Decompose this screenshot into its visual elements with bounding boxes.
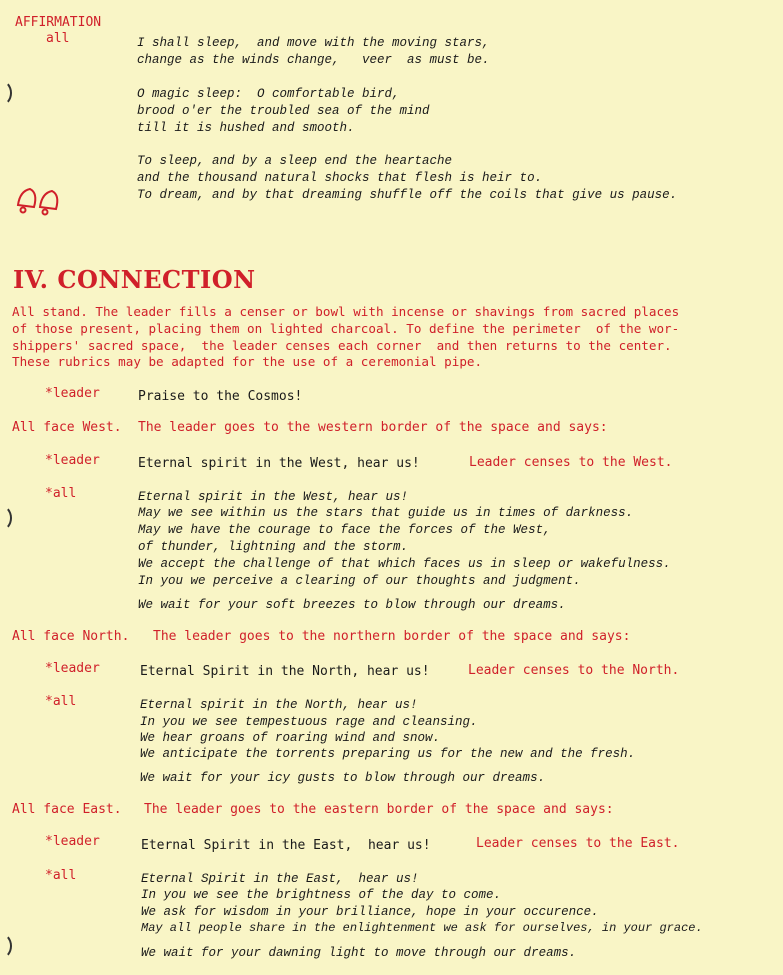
affirmation-line: To sleep, and by a sleep end the heartache xyxy=(137,154,453,168)
west-leader-text: Eternal spirit in the West, hear us! xyxy=(138,456,420,471)
north-all-line: Eternal spirit in the North, hear us! xyxy=(140,698,418,712)
east-leader-action: Leader censes to the East. xyxy=(476,836,680,851)
punch-hole-top xyxy=(0,80,12,106)
affirmation-line: O magic sleep: O comfortable bird, xyxy=(137,87,400,101)
north-closing: We wait for your icy gusts to blow through our dreams. xyxy=(140,771,546,785)
west-closing: We wait for your soft breezes to blow through our dreams. xyxy=(138,598,566,612)
affirmation-line: To dream, and by that dreaming shuffle off the coils that give us pause. xyxy=(137,188,678,202)
affirmation-line: change as the winds change, veer as must be. xyxy=(137,53,490,67)
affirmation-label: AFFIRMATION xyxy=(15,15,102,30)
rubric-line: shippers' sacred space, the leader censes each corner and then returns to the center. xyxy=(12,338,672,353)
bells-icon xyxy=(14,183,64,217)
west-all-line: Eternal spirit in the West, hear us! xyxy=(138,490,409,504)
speaker-leader: *leader xyxy=(45,661,100,676)
section-heading: IV. CONNECTION xyxy=(13,265,256,294)
direction-west: All face West. xyxy=(12,420,122,435)
affirmation-speaker: all xyxy=(46,31,70,46)
direction-north: All face North. xyxy=(12,629,130,644)
speaker-all: *all xyxy=(45,694,77,709)
rubric-line: of those present, placing them on lighted charcoal. To define the perimeter of the wor- xyxy=(12,321,680,336)
east-all-line: We ask for wisdom in your brilliance, hope in your occurence. xyxy=(141,905,599,919)
west-leader-action: Leader censes to the West. xyxy=(469,455,673,470)
punch-hole-middle xyxy=(0,505,12,531)
affirmation-line: and the thousand natural shocks that flesh is heir to. xyxy=(137,171,543,185)
north-leader-text: Eternal Spirit in the North, hear us! xyxy=(140,664,430,679)
north-all-line: We anticipate the torrents preparing us for the new and the fresh. xyxy=(140,747,636,761)
west-all-line: We accept the challenge of that which faces us in sleep or wakefulness. xyxy=(138,557,671,571)
west-instruction: The leader goes to the western border of the space and says: xyxy=(138,420,608,435)
direction-east: All face East. xyxy=(12,802,122,817)
speaker-all: *all xyxy=(45,868,77,883)
east-all-line: May all people share in the enlightenment we ask for ourselves, in your grace. xyxy=(141,921,703,935)
west-all-line: May we see within us the stars that guide us in times of darkness. xyxy=(138,506,634,520)
speaker-leader: *leader xyxy=(45,386,100,401)
west-all-line: In you we perceive a clearing of our thoughts and judgment. xyxy=(138,574,581,588)
east-all-line: Eternal Spirit in the East, hear us! xyxy=(141,872,419,886)
speaker-all: *all xyxy=(45,486,77,501)
affirmation-line: till it is hushed and smooth. xyxy=(137,121,355,135)
north-all-line: In you we see tempestuous rage and cleansing. xyxy=(140,715,478,729)
affirmation-line: I shall sleep, and move with the moving stars, xyxy=(137,36,490,50)
speaker-leader: *leader xyxy=(45,453,100,468)
east-instruction: The leader goes to the eastern border of the space and says: xyxy=(144,802,614,817)
north-instruction: The leader goes to the northern border of the space and says: xyxy=(153,629,631,644)
praise-text: Praise to the Cosmos! xyxy=(138,389,303,404)
rubric-line: These rubrics may be adapted for the use of a ceremonial pipe. xyxy=(12,354,483,369)
east-all-line: In you we see the brightness of the day to come. xyxy=(141,888,502,902)
west-all-line: of thunder, lightning and the storm. xyxy=(138,540,409,554)
east-closing: We wait for your dawning light to move through our dreams. xyxy=(141,946,577,960)
speaker-leader: *leader xyxy=(45,834,100,849)
north-all-line: We hear groans of roaring wind and snow. xyxy=(140,731,441,745)
affirmation-line: brood o'er the troubled sea of the mind xyxy=(137,104,430,118)
rubric-line: All stand. The leader fills a censer or bowl with incense or shavings from sacred places xyxy=(12,304,680,319)
punch-hole-bottom xyxy=(0,933,12,959)
east-leader-text: Eternal Spirit in the East, hear us! xyxy=(141,838,431,853)
north-leader-action: Leader censes to the North. xyxy=(468,663,680,678)
west-all-line: May we have the courage to face the forces of the West, xyxy=(138,523,551,537)
